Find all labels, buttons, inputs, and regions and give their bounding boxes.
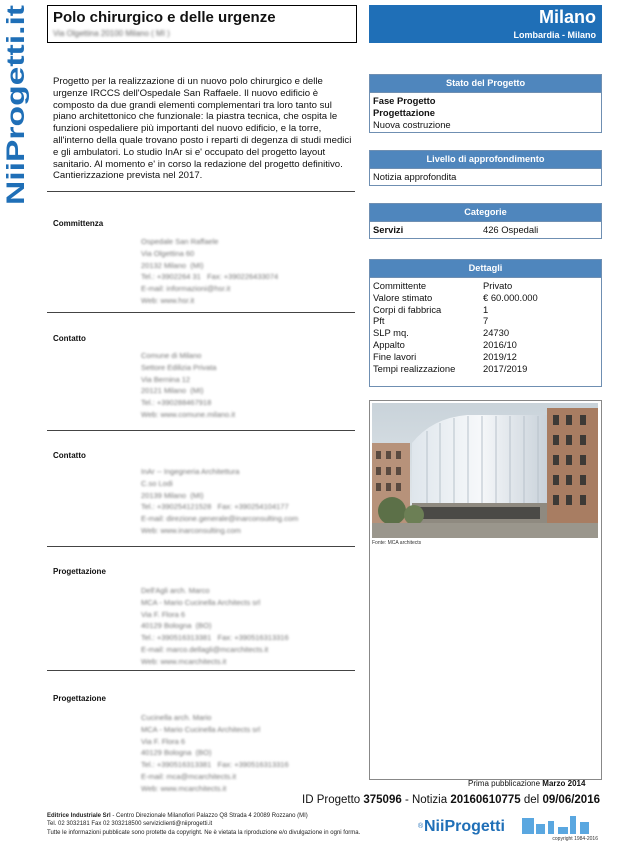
dettaglio-row (373, 315, 598, 327)
id-del: del (520, 794, 543, 806)
contact-details: InAr -- Ingegneria Architettura C.so Lodi 20139 Milano (MI) Tel.: +390254121528 Fax: +390254104177 E-mail: direzione.generale@inarconsulting.com Web: www.inarconsulting.com (141, 467, 299, 535)
dettaglio-value: 24730 (483, 327, 510, 339)
dettaglio-key: Tempi realizzazione (373, 362, 456, 374)
dettaglio-value: 2016/10 (483, 338, 517, 350)
photo-caption: Fonte: MCA architects (372, 540, 422, 546)
divider (47, 191, 355, 192)
stato-panel (369, 74, 602, 133)
dettaglio-key: Appalto (373, 338, 405, 350)
footer-address: - Centro Direzionale Milanofiori Palazzo Q8 Strada 4 20089 Rozzano (MI) (110, 813, 308, 819)
id-mid: - Notizia (401, 794, 451, 806)
dettaglio-value: 2017/2019 (483, 362, 528, 374)
dettaglio-row (373, 351, 598, 363)
dettaglio-row (373, 327, 598, 339)
stato-header: Stato del Progetto (370, 75, 601, 93)
dettaglio-value: 7 (483, 315, 489, 327)
id-prefix: ID Progetto (302, 794, 364, 806)
categoria-key: Servizi (373, 224, 404, 235)
categorie-header: Categorie (370, 204, 601, 222)
dettaglio-key: Valore stimato (373, 291, 433, 303)
dettaglio-row (373, 292, 598, 304)
id-line (302, 794, 600, 806)
contact-label: Progettazione (53, 694, 106, 703)
dettagli-header: Dettagli (370, 260, 601, 278)
svg-text:NiiProgetti.it: NiiProgetti.it (2, 56, 30, 205)
stato-line1: Fase Progetto (373, 95, 436, 106)
notizia-date: 09/06/2016 (542, 794, 600, 806)
contact-label: Contatto (53, 334, 86, 343)
dettaglio-key: Fine lavori (373, 350, 417, 362)
categoria-value: 426 Ospedali (483, 224, 539, 235)
dettaglio-key: SLP mq. (373, 327, 409, 339)
publication-date (468, 779, 585, 788)
dettaglio-value: 1 (483, 303, 489, 315)
niiprogetti-side-logo[interactable] (2, 2, 30, 207)
categorie-panel (369, 203, 602, 239)
divider (47, 430, 355, 431)
dettaglio-value: € 60.000.000 (483, 291, 538, 303)
dettaglio-value: 2019/12 (483, 350, 517, 362)
dettaglio-row (373, 339, 598, 351)
divider (47, 546, 355, 547)
city-region: Lombardia - Milano (513, 30, 596, 40)
project-rendering-image[interactable] (372, 403, 598, 538)
contact-details: Dell'Agli arch. Marco MCA - Mario Cucinella Architects srl Via F. Flora 6 40129 Bologna (BO) Tel.: +390516313381 Fax: +390516313316 E-mail: marco.dellagli@mcarchitects.it Web: www.mcarchitects.it (141, 586, 289, 666)
livello-value: Notizia approfondita (373, 171, 457, 182)
project-address: Via Olgettina 20100 Milano ( MI ) (53, 29, 170, 38)
project-description: Progetto per la realizzazione di un nuovo polo chirurgico e delle urgenze IRCCS dell'Ospedale San Raffaele. Il nuovo edificio è composto da due grandi elementi complementari tra loro tanto sul piano architettonico che funzionale: la piastra tecnica, che ospita le funzioni ospedaliere più importanti del nuovo edificio, e la torre, all'interno della quale trovano posto i reparti di degenza di studi medici e gli ambulatori. Lo studio InAr si e' occupato del progetto layout sanitario. Al momento e' in corso la redazione del progetto definitivo. Cantierizzazione prevista nel 2017. (53, 76, 352, 182)
footer-contacts: Tel. 02 3032181 Fax 02 303218500 serviziclienti@niiprogetti.it (47, 821, 213, 828)
dettaglio-key: Corpi di fabbrica (373, 303, 442, 315)
contact-label: Progettazione (53, 567, 106, 576)
livello-panel (369, 150, 602, 186)
project-id: 375096 (363, 794, 402, 806)
city-box (369, 5, 602, 43)
notizia-id: 20160610775 (450, 794, 521, 806)
contact-details: Ospedale San Raffaele Via Olgettina 60 20132 Milano (MI) Tel.: +3902264 31 Fax: +390226433074 E-mail: informazioni@hsr.it Web: www.hsr.it (141, 237, 279, 305)
svg-text:NiiProgetti: NiiProgetti (424, 818, 505, 835)
footer-company: Editrice Industriale Srl (47, 813, 111, 819)
footer-copyright: copyright 1984-2016 (552, 836, 598, 842)
divider (47, 312, 355, 313)
contact-details: Comune di Milano Settore Edilizia Privata Via Bernina 12 20121 Milano (MI) Tel.: +390288467918 Web: www.comune.milano.it (141, 351, 236, 419)
publication-label: Prima pubblicazione (468, 779, 541, 788)
dettaglio-row (373, 363, 598, 375)
stato-line3: Nuova costruzione (373, 118, 451, 130)
divider (47, 670, 355, 671)
dettagli-panel (369, 259, 602, 387)
project-title: Polo chirurgico e delle urgenze (53, 9, 276, 26)
publication-value: Marzo 2014 (542, 779, 586, 788)
contact-label: Committenza (53, 219, 104, 228)
contact-details: Cucinella arch. Mario MCA - Mario Cucinella Architects srl Via F. Flora 6 40129 Bologna (BO) Tel.: +390516313381 Fax: +390516313316 E-mail: mca@mcarchitects.it Web: www.mcarchitects.it (141, 713, 289, 793)
contact-label: Contatto (53, 451, 86, 460)
dettaglio-row (373, 280, 598, 292)
livello-header: Livello di approfondimento (370, 151, 601, 169)
city-name: Milano (539, 7, 596, 27)
stato-line2: Progettazione (373, 106, 435, 118)
dettaglio-value: Privato (483, 280, 513, 291)
footer-copyright-note: Tutte le informazioni pubblicate sono protette da copyright. Ne è vietata la riproduzione e/o divulgazione in ogni forma. (47, 829, 361, 836)
dettaglio-key: Committente (373, 280, 427, 291)
dettaglio-key: Pft (373, 315, 385, 327)
svg-text:®: ® (418, 823, 424, 830)
title-box (47, 5, 357, 43)
footer (47, 812, 360, 837)
dettaglio-row (373, 304, 598, 316)
niiprogetti-footer-logo[interactable] (418, 812, 600, 836)
